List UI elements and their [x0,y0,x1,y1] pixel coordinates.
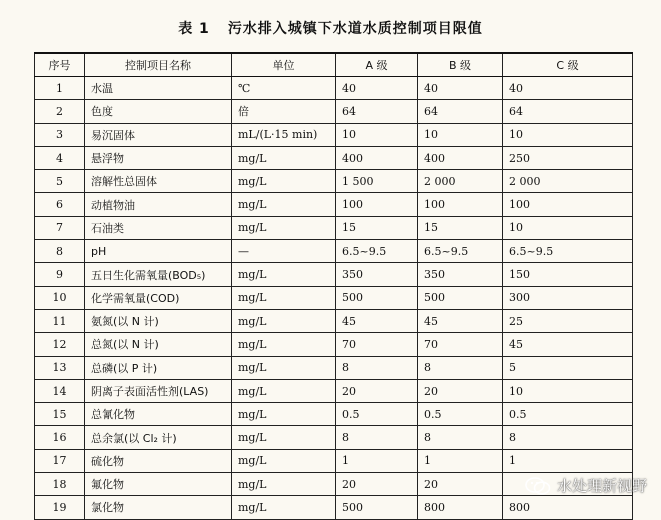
cell-grade-a: 64 [336,100,418,123]
cell-index: 16 [35,426,85,449]
cell-grade-c: 10 [503,216,633,239]
table-number: 表 1 [178,21,210,37]
cell-item-name: 水温 [85,77,232,100]
cell-item-name: 石油类 [85,216,232,239]
cell-grade-a: 1 [336,449,418,472]
cell-grade-c: 5 [503,356,633,379]
cell-grade-b: 8 [418,426,503,449]
cell-unit: mg/L [232,216,336,239]
cell-index: 7 [35,216,85,239]
cell-grade-a: 100 [336,193,418,216]
table-row [35,449,633,472]
cell-grade-a: 8 [336,426,418,449]
cell-item-name: 溶解性总固体 [85,170,232,193]
cell-grade-a: 6.5~9.5 [336,240,418,263]
cell-grade-c: 100 [503,193,633,216]
cell-item-name: 阴离子表面活性剂(LAS) [85,379,232,402]
table-row [35,193,633,216]
cell-unit: — [232,240,336,263]
cell-grade-b: 45 [418,309,503,332]
cell-grade-a: 70 [336,333,418,356]
table-row [35,263,633,286]
cell-grade-b: 0.5 [418,403,503,426]
cell-grade-c: 10 [503,123,633,146]
cell-unit: mg/L [232,496,336,519]
cell-unit: mg/L [232,426,336,449]
cell-grade-c: 45 [503,333,633,356]
table-row [35,426,633,449]
cell-grade-c: 800 [503,496,633,519]
cell-index: 19 [35,496,85,519]
cell-unit: mL/(L·15 min) [232,123,336,146]
cell-unit: mg/L [232,146,336,169]
cell-unit: mg/L [232,263,336,286]
cell-unit: ℃ [232,77,336,100]
cell-grade-b: 100 [418,193,503,216]
cell-grade-a: 20 [336,379,418,402]
cell-item-name: 易沉固体 [85,123,232,146]
cell-item-name: 氟化物 [85,473,232,496]
cell-item-name: 总余氯(以 Cl₂ 计) [85,426,232,449]
cell-item-name: 总磷(以 P 计) [85,356,232,379]
cell-grade-c: 40 [503,77,633,100]
cell-unit: mg/L [232,356,336,379]
table-row [35,100,633,123]
cell-item-name: 总氮(以 N 计) [85,333,232,356]
cell-grade-a: 1 500 [336,170,418,193]
cell-grade-c: 64 [503,100,633,123]
cell-grade-b: 500 [418,286,503,309]
cell-grade-c: 1 [503,449,633,472]
cell-index: 3 [35,123,85,146]
cell-index: 11 [35,309,85,332]
cell-grade-a: 350 [336,263,418,286]
cell-index: 15 [35,403,85,426]
cell-unit: mg/L [232,333,336,356]
cell-item-name: 硫化物 [85,449,232,472]
table-row [35,240,633,263]
header-item-name: 控制项目名称 [85,53,232,77]
header-grade-c: C 级 [503,53,633,77]
table-row [35,77,633,100]
cell-index: 10 [35,286,85,309]
cell-unit: mg/L [232,403,336,426]
cell-index: 9 [35,263,85,286]
cell-grade-b: 400 [418,146,503,169]
cell-grade-b: 350 [418,263,503,286]
cell-grade-b: 800 [418,496,503,519]
cell-unit: mg/L [232,473,336,496]
cell-item-name: 色度 [85,100,232,123]
header-unit: 单位 [232,53,336,77]
cell-index: 4 [35,146,85,169]
cell-grade-b: 2 000 [418,170,503,193]
table-row [35,379,633,402]
header-index: 序号 [35,53,85,77]
table-row [35,403,633,426]
cell-grade-c: 6.5~9.5 [503,240,633,263]
cell-grade-a: 10 [336,123,418,146]
cell-index: 1 [35,77,85,100]
cell-grade-b: 10 [418,123,503,146]
cell-grade-b: 6.5~9.5 [418,240,503,263]
limits-table [34,52,633,520]
cell-grade-a: 8 [336,356,418,379]
cell-grade-c: 8 [503,426,633,449]
cell-unit: 倍 [232,100,336,123]
cell-grade-c: 250 [503,146,633,169]
cell-item-name: 动植物油 [85,193,232,216]
table-row [35,309,633,332]
cell-unit: mg/L [232,170,336,193]
cell-index: 18 [35,473,85,496]
table-header-row [35,53,633,77]
cell-unit: mg/L [232,286,336,309]
watermark-text: 水处理新视野 [556,477,647,495]
cell-item-name: 氨氮(以 N 计) [85,309,232,332]
cell-grade-c: 25 [503,309,633,332]
table-row [35,286,633,309]
cell-item-name: 氯化物 [85,496,232,519]
cell-grade-a: 0.5 [336,403,418,426]
cell-grade-b: 20 [418,379,503,402]
table-row [35,170,633,193]
cell-item-name: 悬浮物 [85,146,232,169]
cell-grade-a: 500 [336,286,418,309]
cell-item-name: pH [85,240,232,263]
cell-grade-b: 15 [418,216,503,239]
cell-grade-c: 150 [503,263,633,286]
table-row [35,123,633,146]
cell-grade-a: 40 [336,77,418,100]
wechat-icon [525,477,551,495]
table-row [35,146,633,169]
watermark [525,475,647,496]
cell-grade-b: 1 [418,449,503,472]
cell-grade-c: 0.5 [503,403,633,426]
cell-item-name: 化学需氧量(COD) [85,286,232,309]
cell-index: 14 [35,379,85,402]
cell-grade-b: 20 [418,473,503,496]
cell-grade-b: 40 [418,77,503,100]
cell-unit: mg/L [232,193,336,216]
cell-index: 17 [35,449,85,472]
cell-index: 12 [35,333,85,356]
table-caption: 污水排入城镇下水道水质控制项目限值 [227,21,483,37]
table-row [35,333,633,356]
table-row [35,216,633,239]
cell-grade-b: 8 [418,356,503,379]
cell-index: 2 [35,100,85,123]
cell-index: 8 [35,240,85,263]
cell-grade-a: 15 [336,216,418,239]
cell-grade-a: 500 [336,496,418,519]
cell-item-name: 总氰化物 [85,403,232,426]
cell-grade-b: 64 [418,100,503,123]
cell-unit: mg/L [232,379,336,402]
header-grade-a: A 级 [336,53,418,77]
cell-grade-a: 400 [336,146,418,169]
cell-unit: mg/L [232,449,336,472]
cell-index: 13 [35,356,85,379]
cell-grade-c: 300 [503,286,633,309]
table-title [0,18,661,38]
cell-item-name: 五日生化需氧量(BOD₅) [85,263,232,286]
table-row [35,356,633,379]
cell-index: 6 [35,193,85,216]
cell-grade-a: 20 [336,473,418,496]
cell-grade-a: 45 [336,309,418,332]
cell-grade-c: 10 [503,379,633,402]
header-grade-b: B 级 [418,53,503,77]
cell-grade-b: 70 [418,333,503,356]
cell-grade-c: 2 000 [503,170,633,193]
cell-unit: mg/L [232,309,336,332]
cell-index: 5 [35,170,85,193]
